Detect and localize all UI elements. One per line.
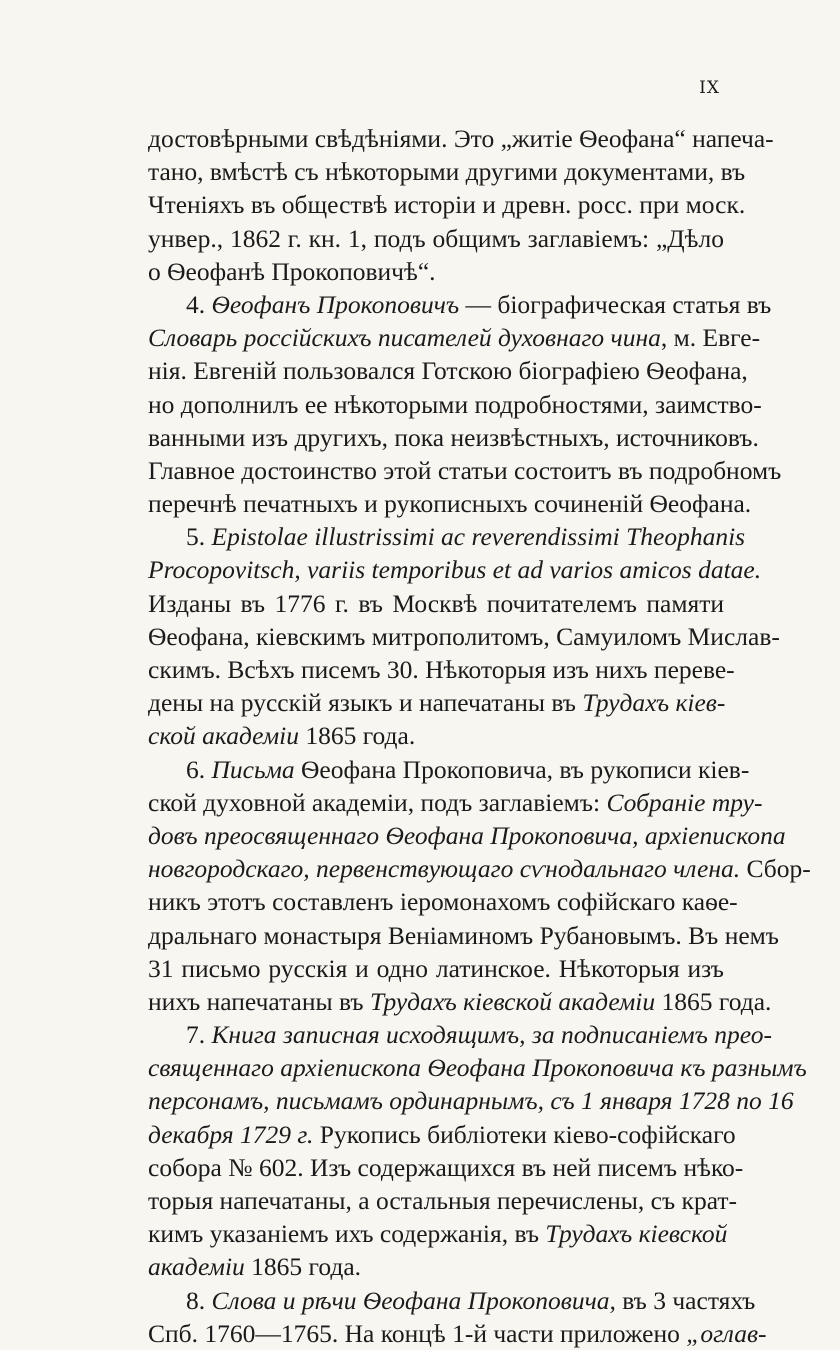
- text-line: [148, 454, 782, 487]
- text-run: Главное достоинство этой статьи состоитъ въ подробномъ: [148, 455, 782, 485]
- italic-title-text: Трудахъ кіев-: [582, 688, 726, 718]
- text-line: [148, 587, 724, 620]
- text-line: [148, 1084, 794, 1117]
- italic-title-text: ской академіи: [148, 721, 299, 751]
- text-run: 1865 года.: [298, 721, 416, 751]
- text-run: 5.: [186, 522, 212, 552]
- text-run: 7.: [186, 1020, 212, 1050]
- text-line: [148, 520, 746, 553]
- text-line: [148, 222, 724, 255]
- text-line: [148, 653, 735, 686]
- text-run: Рукопись библіотеки кіево-софійскаго: [313, 1119, 736, 1149]
- italic-title-text: священнаго архіепископа Ѳеофана Прокоповича къ разнымъ: [148, 1053, 807, 1083]
- italic-title-text: „оглав-: [686, 1318, 767, 1348]
- text-line: [148, 919, 779, 952]
- text-run: нія. Евгеній пользовался Готскою біографіею Ѳеофана,: [148, 356, 748, 386]
- text-line: [148, 1018, 772, 1051]
- text-line: [148, 122, 774, 155]
- text-line: [148, 1217, 728, 1250]
- italic-title-text: Трудахъ кіевской: [545, 1219, 728, 1249]
- text-line: [148, 155, 746, 188]
- text-run: 8.: [186, 1285, 212, 1315]
- text-line: [148, 952, 724, 985]
- text-run: дены на русскій языкъ и напечатаны въ: [148, 688, 583, 718]
- text-run: въ 3 частяхъ: [615, 1285, 756, 1315]
- text-line: [148, 719, 724, 752]
- text-line: [148, 1151, 744, 1184]
- text-run: Чтеніяхъ въ обществѣ исторіи и древн. росс. при моск.: [148, 190, 746, 220]
- text-line: [148, 1250, 724, 1283]
- text-line: [148, 753, 750, 786]
- italic-title-text: Трудахъ кіевской академіи: [369, 986, 656, 1016]
- text-run: Сбор-: [740, 854, 811, 884]
- italic-title-text: персонамъ, письмамъ ординарнымъ, съ 1 января 1728 по 16: [148, 1086, 794, 1116]
- text-line: [148, 852, 811, 885]
- text-line: [148, 885, 738, 918]
- text-run: 6.: [186, 754, 212, 784]
- text-run: унвер., 1862 г. кн. 1, подъ общимъ заглавіемъ: „Дѣло: [148, 223, 724, 253]
- page-number: IX: [699, 78, 720, 98]
- italic-title-text: Epistolae illustrissimi ac reverendissimi Theophanis: [211, 522, 746, 552]
- text-run: Изданы въ 1776 г. въ Москвѣ почитателемъ памяти: [148, 588, 724, 618]
- text-run: Ѳеофана, кіевскимъ митрополитомъ, Самуиломъ Мислав-: [148, 621, 780, 651]
- italic-title-text: Procopovitsch, variis temporibus et ad varios amicos datae.: [148, 555, 762, 585]
- text-run: Ѳеофана Прокоповича, въ рукописи кіев-: [294, 754, 750, 784]
- italic-title-text: новгородскаго, первенствующаго сѵнодальнаго члена.: [148, 854, 741, 884]
- body-text: [148, 122, 811, 1350]
- text-run: Спб. 1760—1765. На концѣ 1-й части приложено: [148, 1318, 687, 1348]
- italic-title-text: Собраніе тру-: [606, 787, 763, 817]
- italic-title-text: довъ преосвященнаго Ѳеофана Прокоповича, архіепископа: [148, 820, 786, 850]
- text-run: никъ этотъ составленъ іеромонахомъ софійскаго каѳе-: [148, 887, 738, 917]
- text-line: [148, 1184, 737, 1217]
- text-line: [148, 686, 724, 719]
- text-line: [148, 388, 762, 421]
- text-run: тано, вмѣстѣ съ нѣкоторыми другими документами, въ: [148, 157, 746, 187]
- text-line: [148, 819, 786, 852]
- text-run: перечнѣ печатныхъ и рукописныхъ сочиненій Ѳеофана.: [148, 489, 752, 519]
- text-run: но дополнилъ ее нѣкоторыми подробностями, заимство-: [148, 389, 762, 419]
- text-line: [148, 985, 772, 1018]
- text-line: [148, 1284, 756, 1317]
- italic-title-text: академіи: [148, 1252, 245, 1282]
- text-run: , м. Евге-: [660, 323, 761, 353]
- text-run: ванными изъ другихъ, пока неизвѣстныхъ, источниковъ.: [148, 422, 759, 452]
- text-line: [148, 354, 748, 387]
- text-run: дральнаго монастыря Веніаминомъ Рубановымъ. Въ немъ: [148, 920, 779, 950]
- text-run: кимъ указаніемъ ихъ содержанія, въ: [148, 1219, 546, 1249]
- text-run: — біографическая статья въ: [459, 289, 772, 319]
- text-line: [148, 620, 780, 653]
- text-run: 1865 года.: [655, 986, 772, 1016]
- text-line: [148, 188, 746, 221]
- italic-title-text: Слова и рѣчи Ѳеофана Прокоповича,: [211, 1285, 616, 1315]
- text-run: скимъ. Всѣхъ писемъ 30. Нѣкоторыя изъ нихъ переве-: [148, 655, 735, 684]
- text-line: [148, 487, 752, 520]
- text-line: [148, 1317, 767, 1350]
- text-run: 4.: [186, 289, 212, 319]
- italic-title-text: Книга записная исходящимъ, за подписаніемъ прео-: [211, 1020, 772, 1050]
- text-run: 31 письмо русскія и одно латинское. Нѣкоторыя изъ: [148, 953, 724, 983]
- text-line: [148, 1051, 807, 1084]
- text-line: [148, 321, 761, 354]
- text-line: [148, 553, 762, 586]
- text-line: [148, 255, 724, 288]
- text-line: [148, 1118, 736, 1151]
- italic-title-text: Ѳеофанъ Прокоповичъ: [211, 289, 460, 319]
- text-line: [148, 786, 763, 819]
- text-line: [148, 288, 772, 321]
- text-run: 1865 года.: [244, 1252, 362, 1282]
- text-run: о Ѳеофанѣ Прокоповичѣ“.: [148, 256, 436, 286]
- text-run: нихъ напечатаны въ: [148, 986, 370, 1016]
- text-run: ской духовной академіи, подъ заглавіемъ:: [148, 787, 607, 817]
- italic-title-text: Словарь россійскихъ писателей духовнаго чина: [148, 323, 661, 353]
- text-run: торыя напечатаны, а остальныя перечислены, съ крат-: [148, 1186, 737, 1215]
- text-line: [148, 421, 759, 454]
- text-run: достовѣрными свѣдѣніями. Это „житіе Ѳеофана“ напеча-: [148, 124, 774, 153]
- italic-title-text: декабря 1729 г.: [148, 1119, 314, 1149]
- italic-title-text: Письма: [211, 754, 295, 784]
- text-run: собора № 602. Изъ содержащихся въ ней писемъ нѣко-: [148, 1152, 744, 1182]
